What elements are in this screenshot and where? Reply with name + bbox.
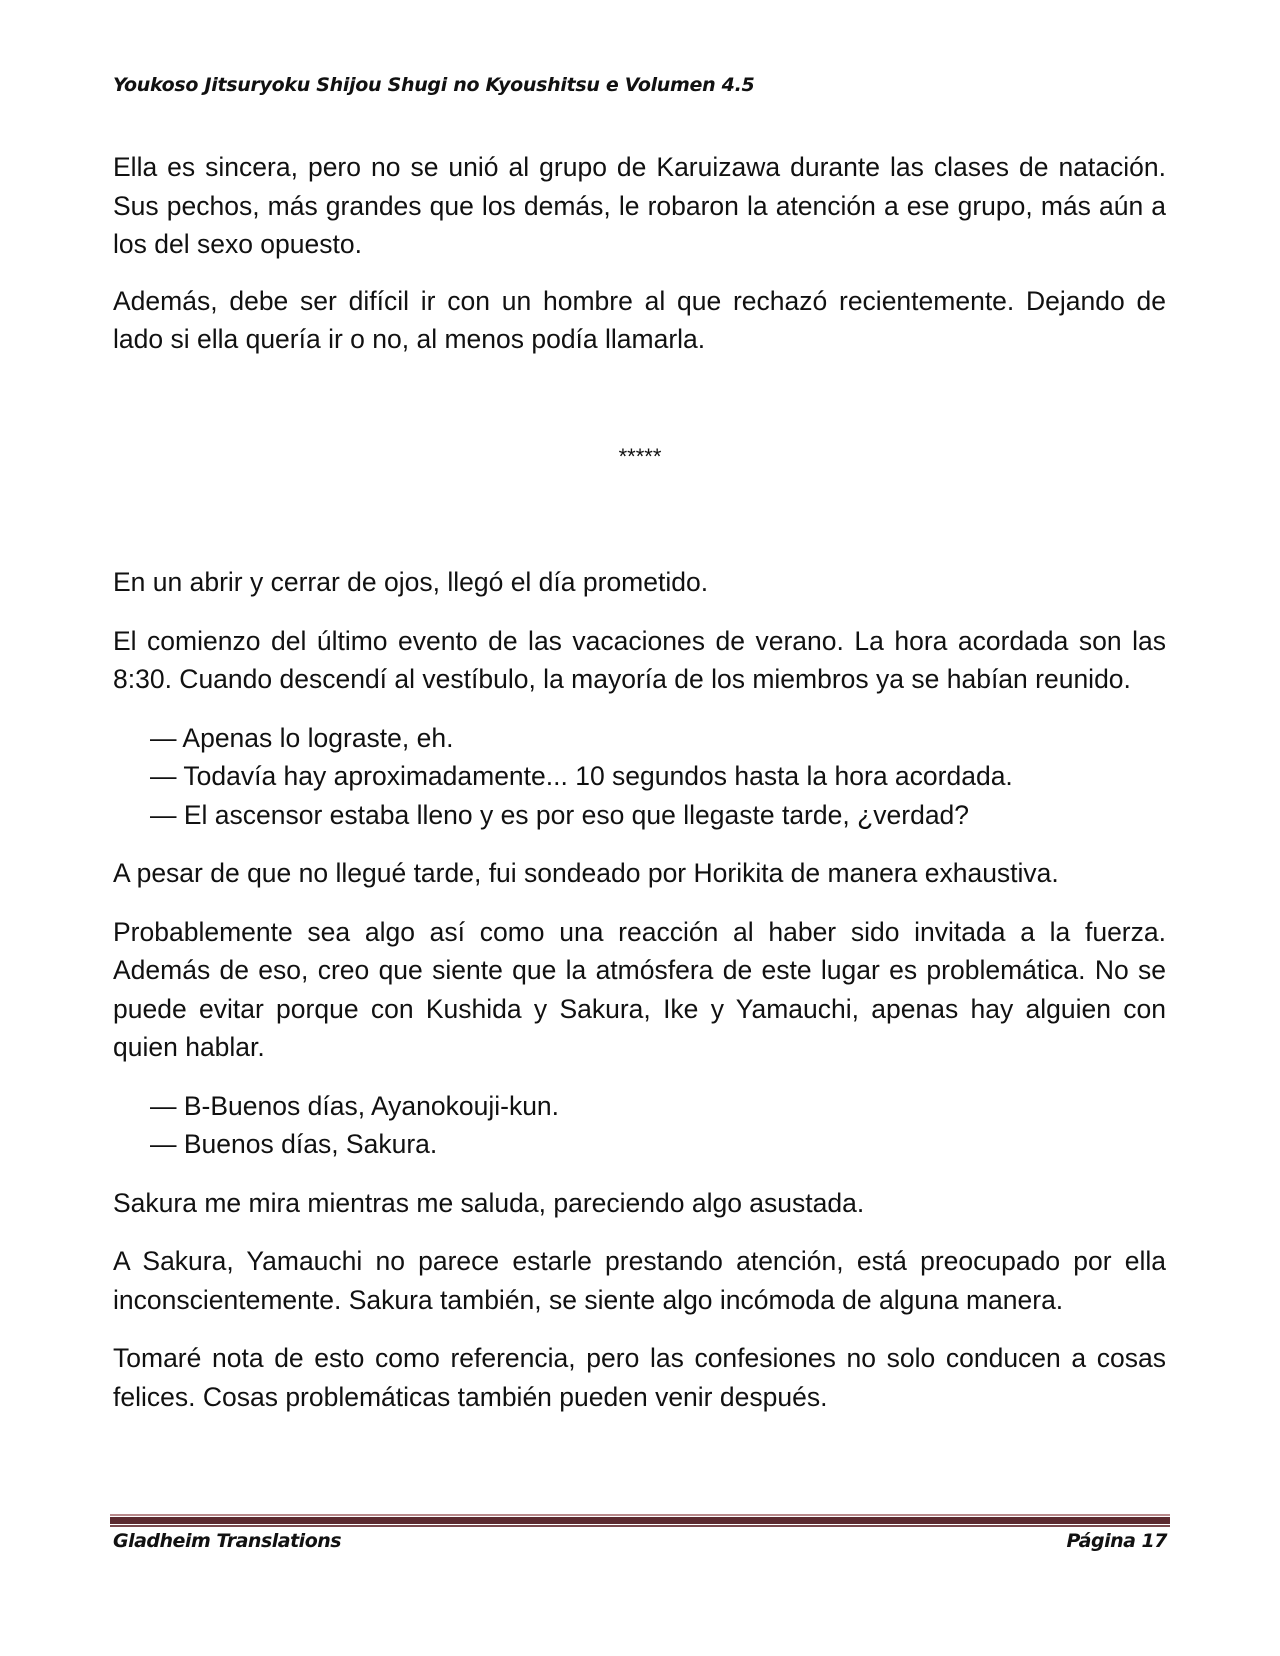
footer-credit: Gladheim Translations — [113, 1530, 342, 1552]
paragraph: Además, debe ser difícil ir con un hombre al que rechazó recientemente. Dejando de lado si ella quería ir o no, al menos podía llamarla. — [113, 285, 1166, 354]
section-2 — [113, 563, 1166, 1416]
dialogue-line: — B-Buenos días, Ayanokouji-kun. — [150, 1090, 560, 1121]
scene-separator: ***** — [618, 444, 662, 469]
dialogue-block — [113, 1087, 1166, 1164]
footer-rule — [110, 1514, 1170, 1528]
footer-rule-thick — [110, 1517, 1170, 1524]
paragraph: El comienzo del último evento de las vacaciones de verano. La hora acordada son las 8:30. Cuando descendí al vestíbulo, la mayoría de los miembros ya se habían reunido. — [113, 625, 1166, 694]
paragraph: Sakura me mira mientras me saluda, pareciendo algo asustada. — [113, 1187, 865, 1218]
dialogue-line: — Todavía hay aproximadamente... 10 segundos hasta la hora acordada. — [150, 761, 1013, 791]
paragraph: En un abrir y cerrar de ojos, llegó el día prometido. — [113, 567, 709, 597]
footer-rule-thin-top — [110, 1514, 1170, 1516]
paragraph: Probablemente sea algo así como una reacción al haber sido invitada a la fuerza. Además de eso, creo que siente que la atmósfera de este lugar es problemática. No se puede evitar porque con Kushida y Sakura, Ike y Yamauchi, apenas hay alguien con quien hablar. — [113, 916, 1166, 1062]
paragraph: Ella es sincera, pero no se unió al grupo de Karuizawa durante las clases de natación. Sus pechos, más grandes que los demás, le robaron la atención a ese grupo, más aún a los del sexo opuesto. — [113, 152, 1166, 259]
paragraph: Tomaré nota de esto como referencia, pero las confesiones no solo conducen a cosas felices. Cosas problemáticas también pueden venir después. — [113, 1343, 1166, 1412]
footer-rule-thin-bottom — [110, 1525, 1170, 1527]
page-number: Página 17 — [1066, 1530, 1167, 1552]
dialogue-line: — Buenos días, Sakura. — [150, 1129, 438, 1159]
dialogue-line: — El ascensor estaba lleno y es por eso que llegaste tarde, ¿verdad? — [150, 799, 970, 830]
dialogue-line: — Apenas lo lograste, eh. — [150, 722, 454, 753]
dialogue-block — [113, 719, 1166, 835]
section-1 — [113, 148, 1166, 359]
paragraph: A pesar de que no llegué tarde, fui sondeado por Horikita de manera exhaustiva. — [113, 858, 1059, 888]
paragraph: A Sakura, Yamauchi no parece estarle prestando atención, está preocupado por ella inconscientemente. Sakura también, se siente algo incómoda de alguna manera. — [113, 1246, 1166, 1315]
running-header: Youkoso Jitsuryoku Shijou Shugi no Kyoushitsu e Volumen 4.5 — [113, 74, 755, 96]
